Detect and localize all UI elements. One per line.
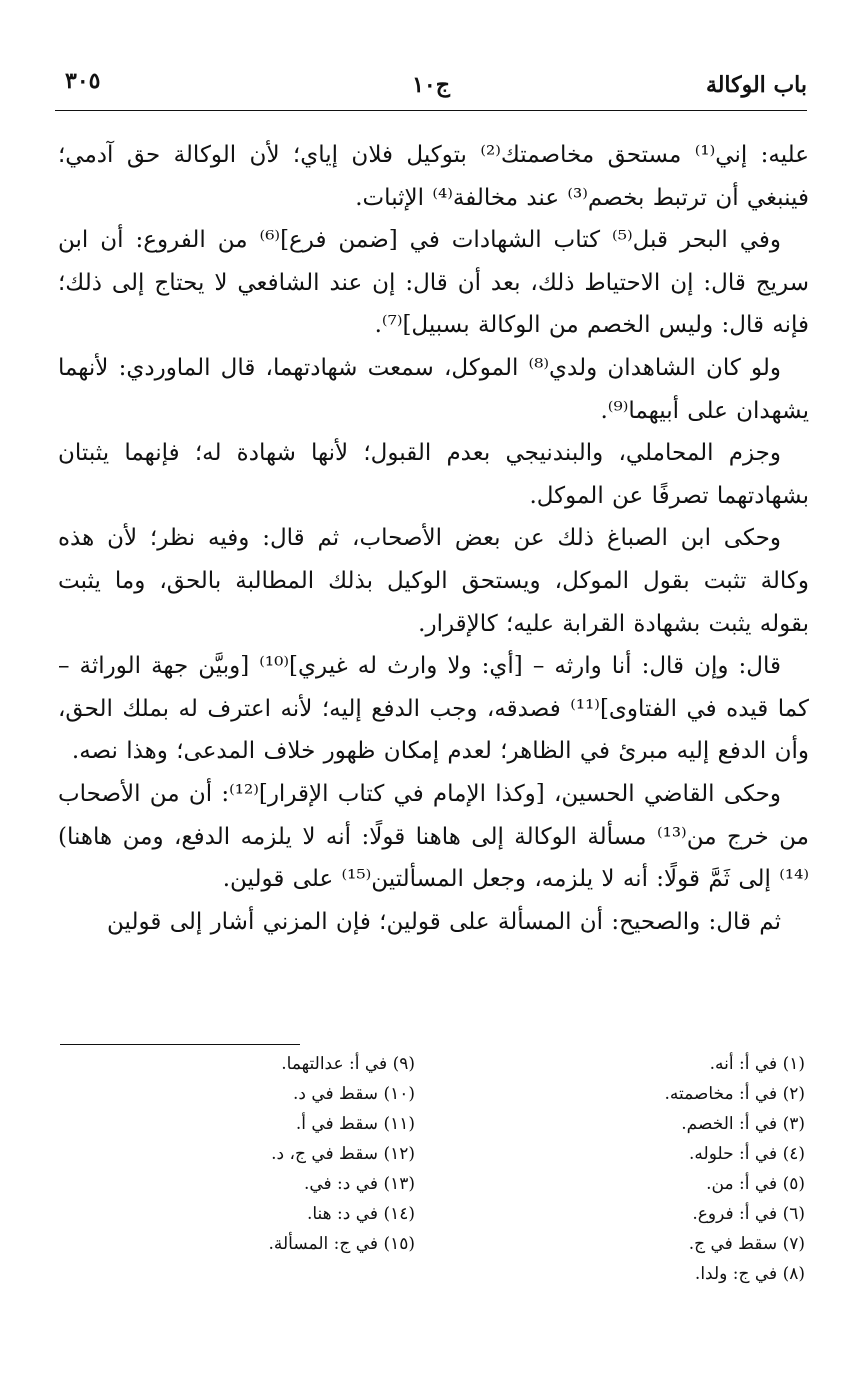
footnote — [505, 1110, 805, 1140]
footnote-text: في ج: المسألة. — [268, 1234, 379, 1254]
footnote-text: في د: في. — [303, 1174, 379, 1194]
footnote-number: (٤) — [782, 1144, 805, 1164]
footnote-number: (٢) — [782, 1084, 805, 1104]
footnote-number: (١٢) — [383, 1144, 415, 1164]
footnote — [505, 1230, 805, 1260]
footnote-number: (١) — [782, 1054, 805, 1074]
footnote-text: في أ: من. — [706, 1174, 778, 1194]
footnote-text: سقط في ج، د. — [271, 1144, 379, 1164]
footnote — [505, 1170, 805, 1200]
running-header — [55, 62, 807, 106]
chapter-title: باب الوكالة — [705, 72, 807, 98]
footnote — [505, 1080, 805, 1110]
footnote — [505, 1050, 805, 1080]
footnote-number: (١٠) — [383, 1084, 415, 1104]
header-rule — [55, 110, 807, 111]
footnote-text: سقط في ج. — [688, 1234, 778, 1254]
footnote-text: في أ: مخاصمته. — [664, 1084, 778, 1104]
footnote-text: سقط في د. — [292, 1084, 379, 1104]
paragraph: وحكى ابن الصباغ ذلك عن بعض الأصحاب، ثم قال: وفيه نظر؛ لأن هذه وكالة تثبت بقول الموكل، ويستحق الوكيل بذلك المطالبة بالحق، وما يثبت بقوله يثبت بشهادة القرابة عليه؛ كالإقرار. — [58, 525, 809, 637]
footnote-text: في أ: الخصم. — [681, 1114, 778, 1134]
footnote-text: سقط في أ. — [295, 1114, 379, 1134]
footnote-text: في أ: فروع. — [692, 1204, 778, 1224]
footnotes-column-left — [115, 1050, 415, 1260]
footnote — [115, 1200, 415, 1230]
footnote — [115, 1230, 415, 1260]
footnote-number: (٥) — [782, 1174, 805, 1194]
footnote — [115, 1110, 415, 1140]
paragraph: وحكى القاضي الحسين، [وكذا الإمام في كتاب الإقرار]⁽¹²⁾: أن من الأصحاب من خرج من⁽¹³⁾ مسألة الوكالة إلى هاهنا قولًا: أنه لا يلزمه الدفع، ومن هاهنا)⁽¹⁴⁾ إلى ثَمَّ قولًا: أنه لا يلزمه، وجعل المسألتين⁽¹⁵⁾ على قولين. — [58, 780, 809, 893]
footnote-text: في أ: عدالتهما. — [281, 1054, 388, 1074]
footnote-text: في أ: حلوله. — [689, 1144, 778, 1164]
paragraph: ولو كان الشاهدان ولدي⁽⁸⁾ الموكل، سمعت شهادتهما، قال الماوردي: لأنهما يشهدان على أبيهما⁽⁹⁾. — [58, 354, 809, 424]
footnote — [505, 1200, 805, 1230]
footnote-number: (٧) — [782, 1234, 805, 1254]
footnote — [115, 1050, 415, 1080]
footnote-number: (١٣) — [383, 1174, 415, 1194]
footnote-rule — [60, 1044, 300, 1045]
paragraph: قال: وإن قال: أنا وارثه – [أي: ولا وارث له غيري]⁽¹⁰⁾ [وبيَّن جهة الوراثة – كما قيده في الفتاوى]⁽¹¹⁾ فصدقه، وجب الدفع إليه؛ لأنه اعترف له بملك الحق، وأن الدفع إليه مبرئ في الظاهر؛ لعدم إمكان ظهور خلاف المدعى؛ وهذا نصه. — [58, 653, 809, 765]
volume-label: ج١٠ — [412, 72, 450, 98]
footnote-text: في د: هنا. — [306, 1204, 379, 1224]
footnote-number: (١١) — [383, 1114, 415, 1134]
footnote — [115, 1170, 415, 1200]
footnote-text: في أ: أنه. — [709, 1054, 778, 1074]
paragraph: وجزم المحاملي، والبندنيجي بعدم القبول؛ لأنها شهادة له؛ فإنهما يثبتان بشهادتهما تصرفًا عن الموكل. — [58, 440, 809, 509]
footnote — [505, 1140, 805, 1170]
footnote-number: (٨) — [782, 1264, 805, 1284]
footnotes-column-right — [505, 1050, 805, 1290]
footnote-number: (١٤) — [383, 1204, 415, 1224]
footnote-number: (٦) — [782, 1204, 805, 1224]
main-text — [58, 134, 809, 1004]
footnote — [115, 1080, 415, 1110]
footnote-text: في ج: ولدا. — [694, 1264, 778, 1284]
paragraph: عليه: إني⁽¹⁾ مستحق مخاصمتك⁽²⁾ بتوكيل فلان إياي؛ لأن الوكالة حق آدمي؛ فينبغي أن ترتبط بخصم⁽³⁾ عند مخالفة⁽⁴⁾ الإثبات. — [58, 142, 809, 211]
paragraph: وفي البحر قبل⁽⁵⁾ كتاب الشهادات في [ضمن فرع]⁽⁶⁾ من الفروع: أن ابن سريج قال: إن الاحتياط ذلك، بعد أن قال: إن عند الشافعي لا يحتاج إلى ذلك؛ فإنه قال: وليس الخصم من الوكالة بسبيل]⁽⁷⁾. — [58, 227, 809, 339]
footnote-number: (٩) — [392, 1054, 415, 1074]
page-number: ٣٠٥ — [65, 68, 101, 94]
footnote-number: (١٥) — [383, 1234, 415, 1254]
footnote — [115, 1140, 415, 1170]
paragraph: ثم قال: والصحيح: أن المسألة على قولين؛ فإن المزني أشار إلى قولين — [107, 908, 781, 935]
footnote — [505, 1260, 805, 1290]
footnote-number: (٣) — [782, 1114, 805, 1134]
